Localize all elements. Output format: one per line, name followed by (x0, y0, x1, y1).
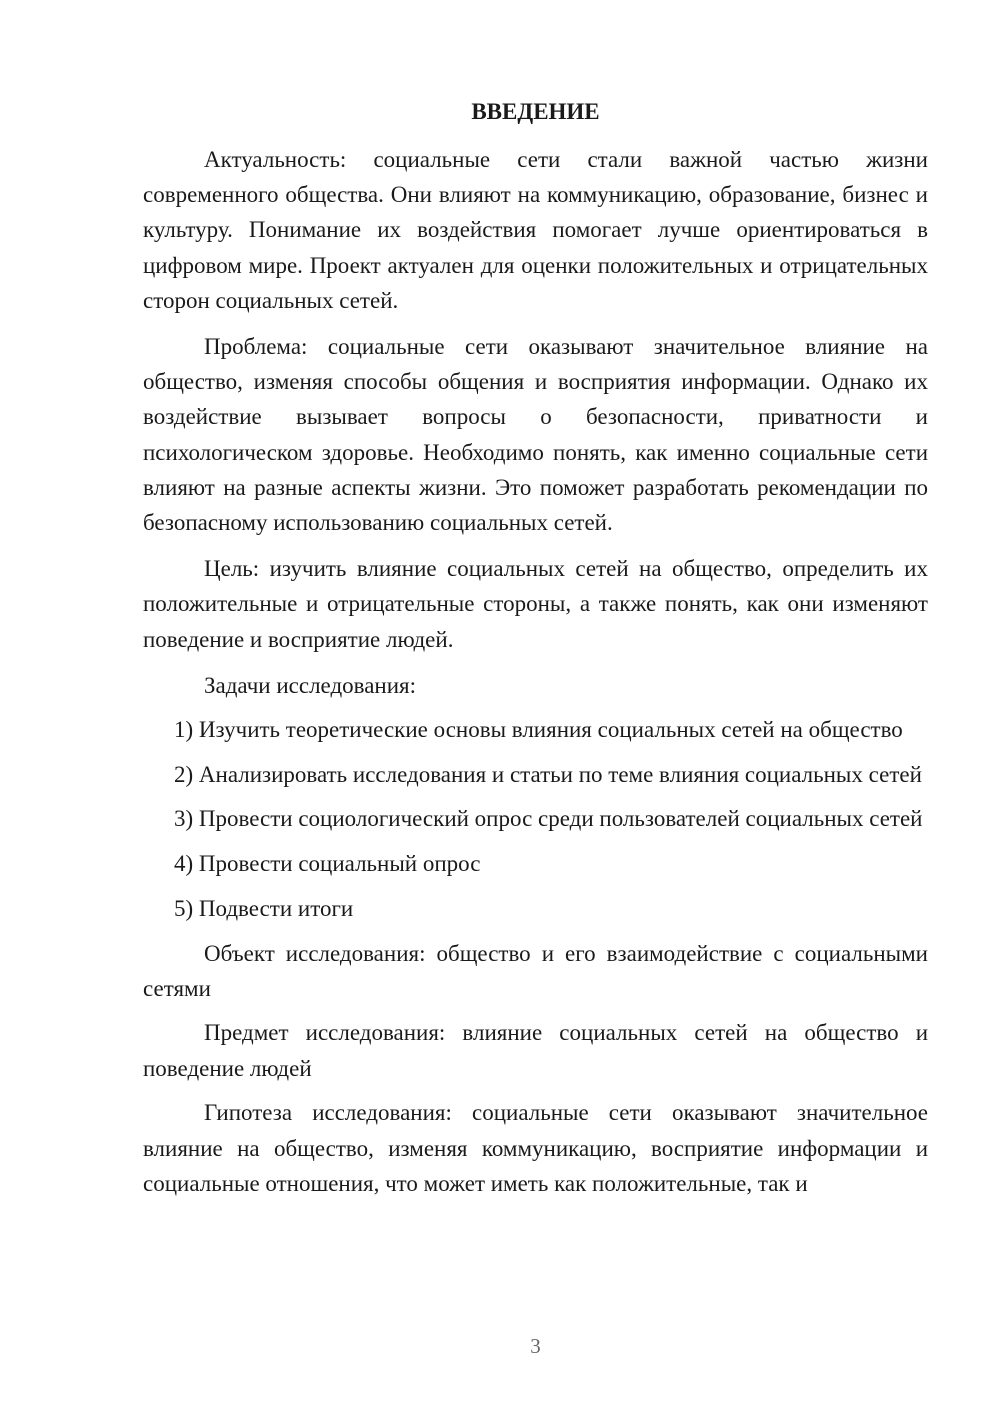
tasks-list (143, 712, 928, 926)
relevance-paragraph: Актуальность: социальные сети стали важной частью жизни современного общества. Они влияют на коммуникацию, образование, бизнес и культуру. Понимание их воздействия помогает лучше ориентироваться в цифровом мире. Проект актуален для оценки положительных и отрицательных сторон социальных сетей. (143, 147, 928, 313)
list-item: 3) Провести социологический опрос среди пользователей социальных сетей (174, 806, 923, 832)
list-item: 2) Анализировать исследования и статьи по теме влияния социальных сетей (174, 761, 922, 787)
hypothesis-paragraph: Гипотеза исследования: социальные сети оказывают значительное влияние на общество, изменяя коммуникацию, восприятие информации и социальные отношения, что может иметь как положительные, так и (143, 1100, 928, 1196)
page-number: 3 (530, 1334, 541, 1358)
document-page (143, 0, 928, 1414)
tasks-heading: Задачи исследования: (204, 672, 417, 698)
goal-paragraph: Цель: изучить влияние социальных сетей на общество, определить их положительные и отрицательные стороны, а также понять, как они изменяют поведение и восприятие людей. (143, 556, 928, 652)
list-item: 1) Изучить теоретические основы влияния социальных сетей на общество (174, 717, 903, 743)
list-item: 4) Провести социальный опрос (174, 851, 481, 877)
document-body (143, 142, 928, 1201)
page-title: ВВЕДЕНИЕ (471, 99, 600, 124)
subject-paragraph: Предмет исследования: влияние социальных сетей на общество и поведение людей (143, 1020, 928, 1081)
problem-paragraph: Проблема: социальные сети оказывают значительное влияние на общество, изменяя способы общения и восприятия информации. Однако их воздействие вызывает вопросы о безопасности, приватности и психологическом здоровье. Необходимо понять, как именно социальные сети влияют на разные аспекты жизни. Это поможет разработать рекомендации по безопасному использованию социальных сетей. (143, 334, 928, 536)
list-item: 5) Подвести итоги (174, 895, 354, 921)
object-paragraph: Объект исследования: общество и его взаимодействие с социальными сетями (143, 940, 928, 1001)
